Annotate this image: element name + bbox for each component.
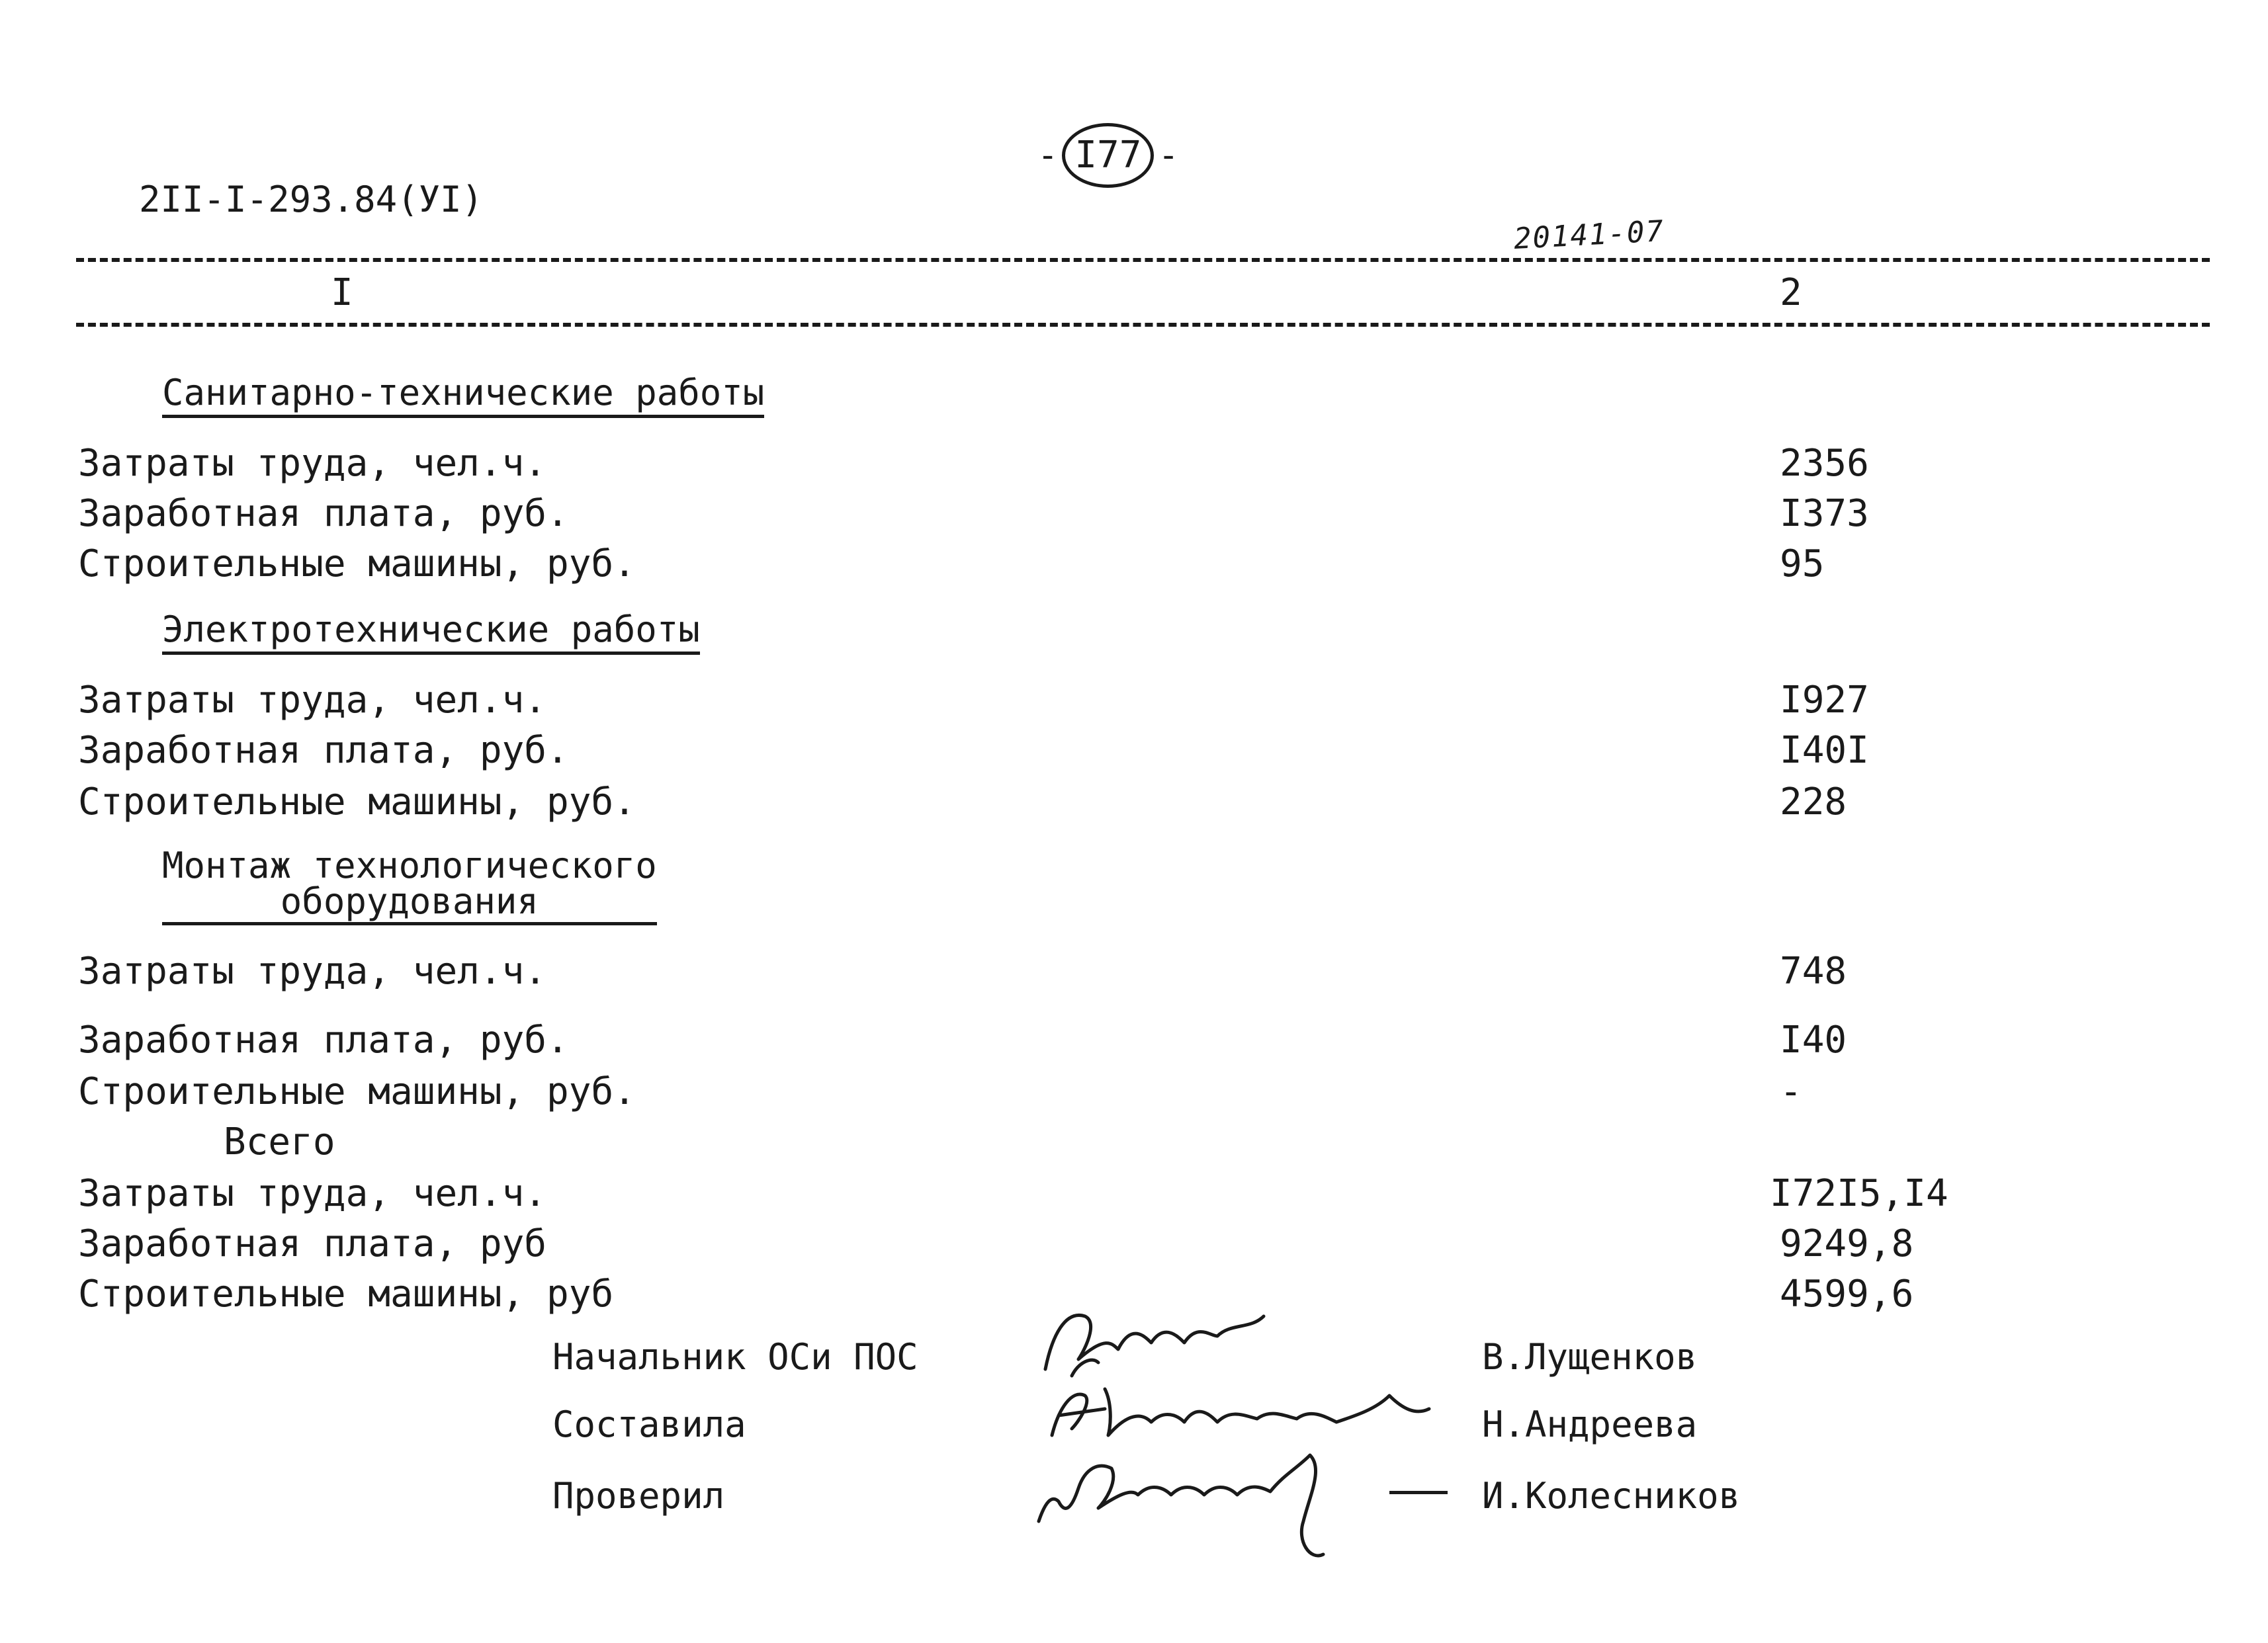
column-header-1: I	[331, 271, 353, 314]
row-label: Заработная плата, руб.	[78, 1019, 569, 1062]
table-top-rule	[76, 258, 2210, 262]
row-value: I40	[1780, 1019, 1847, 1062]
row-label: Затраты труда, чел.ч.	[78, 950, 547, 993]
page-number-circle: I77	[1062, 123, 1154, 188]
signature-dash	[1389, 1491, 1448, 1494]
row-label: Затраты труда, чел.ч.	[78, 679, 547, 722]
table-header-rule	[76, 323, 2210, 327]
row-value: I373	[1780, 492, 1869, 535]
row-label: Заработная плата, руб.	[78, 492, 569, 535]
row-value: 95	[1780, 542, 1825, 585]
section-title-line-2: оборудования	[280, 880, 539, 922]
handwritten-signature	[1025, 1429, 1396, 1581]
row-value: I40I	[1780, 729, 1869, 772]
row-label: Строительные машины, руб.	[78, 542, 636, 585]
page-number-dash-left: -	[1037, 136, 1059, 175]
document-number: 2II-I-293.84(УI)	[139, 179, 484, 220]
total-title: Всего	[224, 1120, 335, 1163]
row-label: Затраты труда, чел.ч.	[78, 442, 547, 485]
row-value: 2356	[1780, 442, 1869, 485]
signature-role: Проверил	[552, 1475, 725, 1517]
column-header-2: 2	[1780, 271, 1802, 314]
row-label: Заработная плата, руб.	[78, 729, 569, 772]
total-row-value: 4599,6	[1780, 1273, 1914, 1316]
section-title: Санитарно-технические работы	[162, 372, 764, 418]
handwritten-code: 20141-07	[1512, 214, 1666, 256]
page-number	[1037, 123, 1179, 188]
section-title: Электротехнические работы	[162, 609, 700, 655]
signature-name: В.Лущенков	[1482, 1336, 1698, 1378]
row-value: -	[1780, 1070, 1802, 1113]
row-value: I927	[1780, 679, 1869, 722]
row-label: Строительные машины, руб.	[78, 1070, 636, 1113]
total-row-label: Затраты труда, чел.ч.	[78, 1172, 547, 1215]
signature-role: Начальник ОСи ПОС	[552, 1336, 918, 1378]
total-row-label: Строительные машины, руб	[78, 1273, 614, 1316]
signature-role: Составила	[552, 1404, 746, 1445]
row-value: 748	[1780, 950, 1847, 993]
total-row-label: Заработная плата, руб	[78, 1222, 547, 1265]
row-value: 228	[1780, 780, 1847, 823]
signature-name: Н.Андреева	[1482, 1404, 1698, 1445]
section-title-line-1: Монтаж технологического	[162, 845, 657, 886]
signature-name: И.Колесников	[1482, 1475, 1741, 1517]
row-label: Строительные машины, руб.	[78, 780, 636, 823]
section-title	[162, 845, 657, 925]
page-number-dash-right: -	[1158, 136, 1179, 175]
total-row-value: 9249,8	[1780, 1222, 1914, 1265]
total-row-value: I72I5,I4	[1770, 1172, 1948, 1215]
